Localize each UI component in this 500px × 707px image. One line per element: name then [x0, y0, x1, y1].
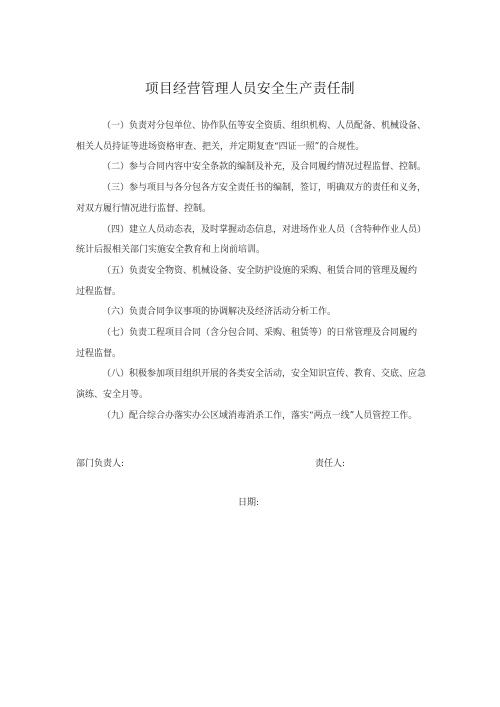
- paragraph-5: （五）负责安全物资、机械设备、安全防护设施的采购、租赁合同的管理及履约 过程监督。: [76, 265, 418, 297]
- document-title: 项目经营管理人员安全生产责任制: [145, 81, 355, 97]
- paragraph-4: （四）建立人员动态表，及时掌握动态信息，对进场作业人员（含特种作业人员）统计后报相关部门实施安全教育和上岗前培训。: [76, 224, 427, 256]
- paragraph-6: （六）负责合同争议事项的协调解决及经济活动分析工作。: [102, 307, 337, 318]
- date-label: 日期:: [238, 498, 260, 508]
- dept-head-signature-label: 部门负责人:: [76, 459, 125, 469]
- paragraph-8: （八）积极参加项目组织开展的各类安全活动，安全知识宣传、教育、交底、应急演练、安全月等。: [76, 369, 427, 401]
- paragraph-9: （九）配合综合办落实办公区域消毒消杀工作，落实“两点一线”人员管控工作。: [102, 410, 418, 421]
- paragraph-3: （三）参与项目与各分包各方安全责任书的编制，签订，明确双方的责任和义务，对双方履行情况进行监督、控制。: [76, 183, 427, 214]
- paragraph-1: （一）负责对分包单位、协作队伍等安全资质、组织机构、人员配备、机械设备、相关人员持证等进场资格审查、把关，并定期复查“四证一照”的合规性。: [76, 121, 427, 152]
- document-body: [76, 116, 434, 427]
- paragraph-2: （二）参与合同内容中安全条款的编制及补充，及合同履约情况过程监督、控制。: [102, 162, 427, 173]
- paragraph-7: （七）负责工程项目合同（含分包合同、采购、租赁等）的日常管理及合同履约 过程监督。: [76, 328, 418, 359]
- responsible-person-signature-label: 责任人:: [315, 459, 346, 469]
